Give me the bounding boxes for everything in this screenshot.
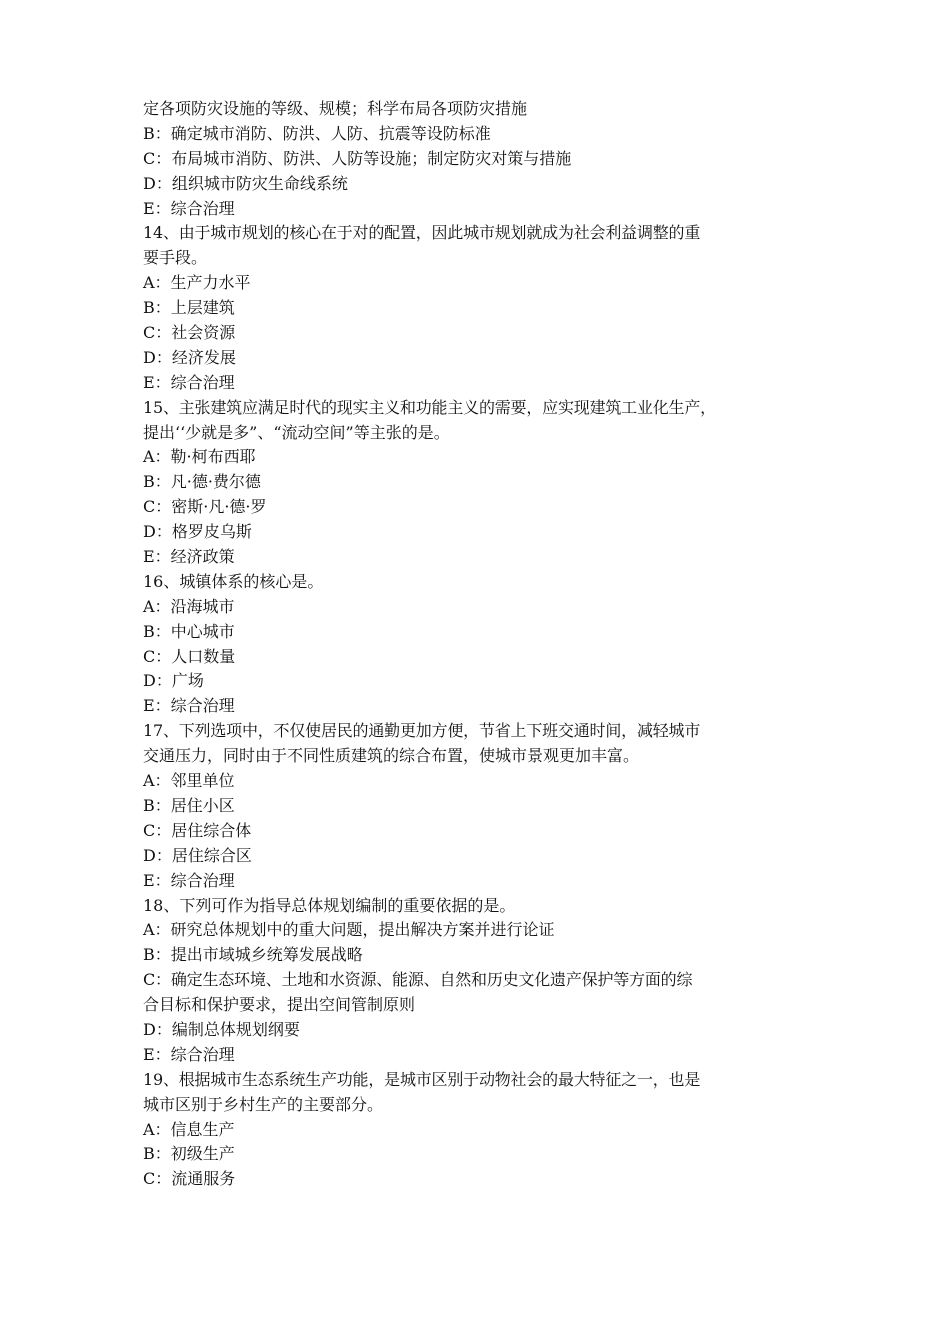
option-b: B：中心城市 [143, 621, 235, 641]
option-b: B：初级生产 [143, 1144, 235, 1164]
option-e: E：综合治理 [143, 372, 235, 392]
option-a: A：研究总体规划中的重大问题，提出解决方案并进行论证 [143, 920, 555, 940]
question-15-cont: 提出‘‘少就是多”、“流动空间”等主张的是。 [143, 422, 450, 442]
text-line: 定各项防灾设施的等级、规模；科学布局各项防灾措施 [143, 99, 528, 118]
option-c: C：密斯·凡·德·罗 [143, 497, 267, 517]
question-17-cont: 交通压力，同时由于不同性质建筑的综合布置，使城市景观更加丰富。 [143, 746, 640, 766]
option-e: E：综合治理 [143, 870, 235, 890]
option-b: B：上层建筑 [143, 298, 235, 318]
option-e: E：综合治理 [143, 696, 235, 716]
document-page [143, 97, 815, 1192]
question-14-cont: 要手段。 [143, 248, 208, 268]
option-c: C：社会资源 [143, 323, 236, 343]
option-c: C：人口数量 [143, 646, 236, 666]
option-b: B：居住小区 [143, 795, 235, 815]
option-d: D：经济发展 [143, 347, 236, 367]
option-b: B：凡·德·费尔德 [143, 472, 261, 492]
option-d: D：编制总体规划纲要 [143, 1019, 300, 1039]
option-d: D：格罗皮乌斯 [143, 522, 252, 542]
option-a: A：勒·柯布西耶 [143, 447, 256, 467]
question-18: 18、下列可作为指导总体规划编制的重要依据的是。 [143, 895, 516, 915]
option-c: C：流通服务 [143, 1169, 236, 1189]
option-b: B：确定城市消防、防洪、人防、抗震等设防标准 [143, 123, 491, 143]
option-b: B：提出市域城乡统筹发展战略 [143, 945, 363, 965]
option-d: D：广场 [143, 671, 204, 691]
option-d: D：居住综合区 [143, 845, 252, 865]
question-16: 16、城镇体系的核心是。 [143, 571, 324, 591]
question-14: 14、由于城市规划的核心在于对的配置，因此城市规划就成为社会利益调整的重 [143, 223, 701, 243]
option-a: A：生产力水平 [143, 273, 251, 293]
option-c: C：布局城市消防、防洪、人防等设施；制定防灾对策与措施 [143, 148, 572, 168]
question-17: 17、下列选项中，不仅使居民的通勤更加方便，节省上下班交通时间，减轻城市 [143, 721, 701, 741]
question-15: 15、主张建筑应满足时代的现实主义和功能主义的需要，应实现建筑工业化生产， [143, 397, 716, 417]
option-c-cont: 合目标和保护要求，提出空间管制原则 [143, 995, 416, 1015]
question-19: 19、根据城市生态系统生产功能，是城市区别于动物社会的最大特征之一，也是 [143, 1069, 701, 1089]
option-c: C：确定生态环境、土地和水资源、能源、自然和历史文化遗产保护等方面的综 [143, 970, 693, 990]
option-e: E：经济政策 [143, 547, 235, 567]
option-c: C：居住综合体 [143, 820, 252, 840]
question-19-cont: 城市区别于乡村生产的主要部分。 [143, 1094, 384, 1114]
option-a: A：信息生产 [143, 1119, 235, 1139]
option-e: E：综合治理 [143, 1044, 235, 1064]
option-a: A：沿海城市 [143, 596, 235, 616]
option-d: D：组织城市防灾生命线系统 [143, 173, 348, 193]
option-a: A：邻里单位 [143, 771, 235, 791]
option-e: E：综合治理 [143, 198, 235, 218]
